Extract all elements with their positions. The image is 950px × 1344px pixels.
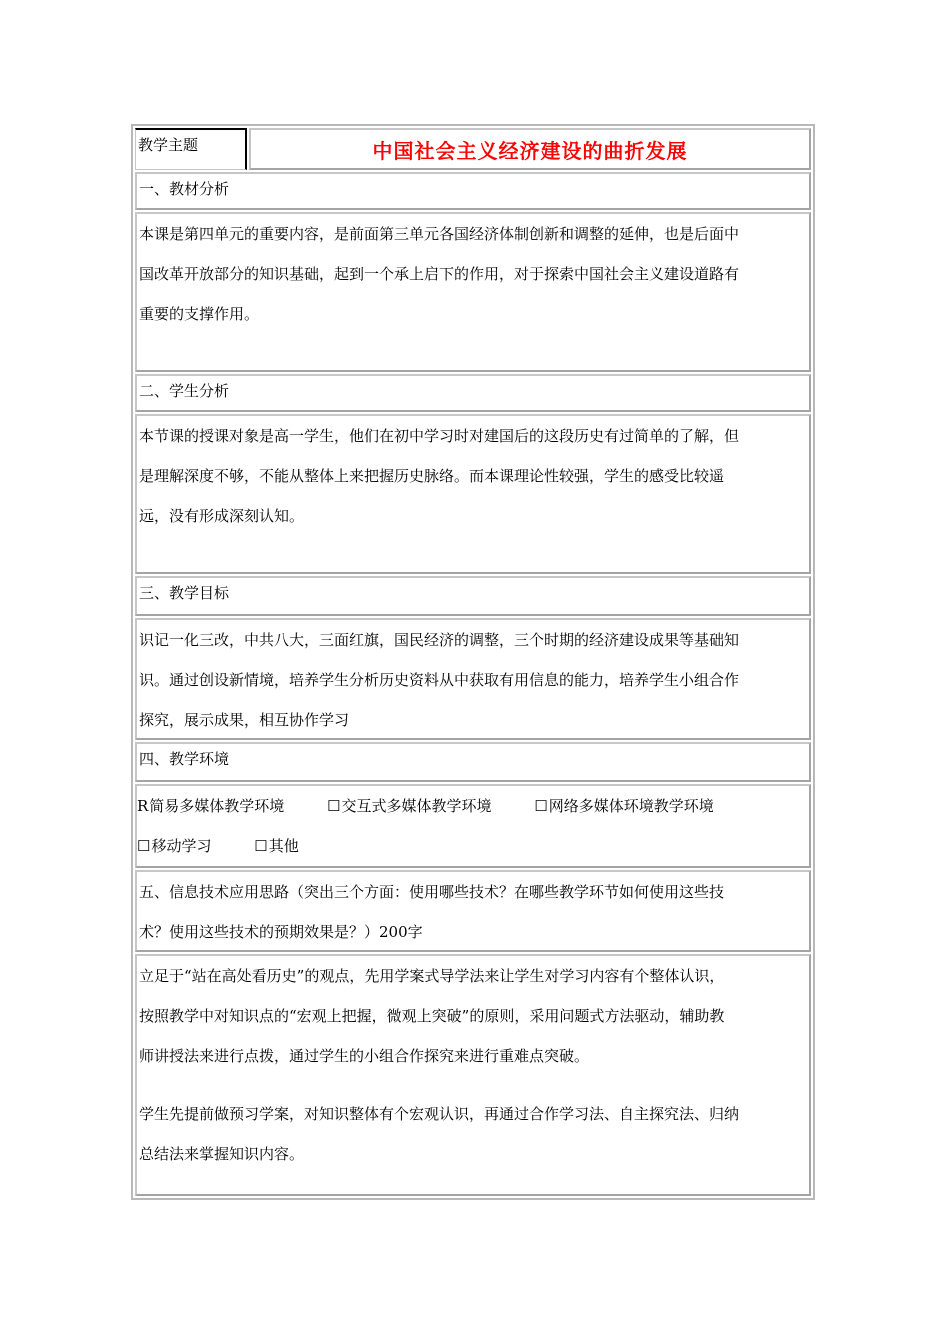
environment-options-row-2 [137, 826, 809, 866]
topic-label: 教学主题 [135, 128, 247, 170]
body-line: 远，没有形成深刻认知。 [139, 507, 305, 525]
body-line: 是理解深度不够，不能从整体上来把握历史脉络。而本课理论性较强，学生的感受比较遥 [139, 467, 725, 485]
section-heading-line: 五、信息技术应用思路（突出三个方面：使用哪些技术？在哪些教学环节如何使用这些技 [139, 883, 725, 901]
env-option-network-multimedia[interactable] [534, 786, 713, 826]
body-line: 重要的支撑作用。 [139, 305, 260, 323]
body-line: 师讲授法来进行点拨，通过学生的小组合作探究来进行重难点突破。 [139, 1047, 590, 1065]
section-body-teaching-goals [135, 618, 811, 740]
section-body-textbook-analysis [135, 212, 811, 372]
section-heading-text: 一、教材分析 [139, 180, 230, 198]
section-heading-line: 术？使用这些技术的预期效果是？）200字 [139, 923, 423, 941]
body-line: 立足于“站在高处看历史”的观点，先用学案式导学法来让学生对学习内容有个整体认识， [139, 967, 725, 985]
env-option-simple-multimedia[interactable] [137, 786, 284, 826]
section-body-it-application [135, 954, 811, 1196]
body-line: 本课是第四单元的重要内容，是前面第三单元各国经济体制创新和调整的延伸，也是后面中 [139, 225, 740, 243]
env-option-label: 交互式多媒体教学环境 [341, 797, 492, 815]
body-line: 识。通过创设新情境，培养学生分析历史资料从中获取有用信息的能力，培养学生小组合作 [139, 671, 740, 689]
section-body-student-analysis [135, 414, 811, 574]
body-line: 探究，展示成果，相互协作学习 [139, 711, 350, 729]
env-option-label: 其他 [268, 837, 299, 855]
env-option-label: 简易多媒体教学环境 [149, 797, 285, 815]
checkbox-icon: ☐ [137, 837, 151, 855]
checkbox-icon: ☐ [254, 837, 268, 855]
section-heading-text: 三、教学目标 [139, 584, 230, 602]
paragraph-gap [139, 1076, 807, 1094]
section-heading-student-analysis [135, 374, 811, 412]
environment-options-row-1 [137, 786, 809, 826]
body-line: 总结法来掌握知识内容。 [139, 1145, 305, 1163]
section-heading-teaching-environment [135, 742, 811, 782]
lesson-title: 中国社会主义经济建设的曲折发展 [249, 128, 811, 170]
body-line: 按照教学中对知识点的“宏观上把握，微观上突破”的原则，采用问题式方法驱动，辅助教 [139, 1007, 725, 1025]
section-heading-text: 四、教学环境 [139, 750, 230, 768]
lesson-plan-table [131, 124, 815, 1200]
env-option-other[interactable] [254, 826, 298, 866]
body-line: 国改革开放部分的知识基础，起到一个承上启下的作用，对于探索中国社会主义建设道路有 [139, 265, 740, 283]
env-option-mobile-learning[interactable] [137, 826, 211, 866]
body-line: 本节课的授课对象是高一学生，他们在初中学习时对建国后的这段历史有过简单的了解，但 [139, 427, 740, 445]
env-option-label: 移动学习 [151, 837, 212, 855]
env-option-label: 网络多媒体环境教学环境 [548, 797, 714, 815]
section-heading-textbook-analysis [135, 172, 811, 210]
section-heading-text: 二、学生分析 [139, 382, 230, 400]
section-heading-teaching-goals [135, 576, 811, 616]
env-option-interactive-multimedia[interactable] [327, 786, 491, 826]
section-heading-it-application [135, 870, 811, 952]
section-body-teaching-environment [135, 784, 811, 868]
checkbox-icon: ☐ [534, 797, 548, 815]
body-line: 学生先提前做预习学案，对知识整体有个宏观认识，再通过合作学习法、自主探究法、归纳 [139, 1105, 740, 1123]
body-line: 识记一化三改，中共八大，三面红旗，国民经济的调整，三个时期的经济建设成果等基础知 [139, 631, 740, 649]
checkbox-icon: ☐ [327, 797, 341, 815]
checked-mark: R [137, 797, 149, 815]
